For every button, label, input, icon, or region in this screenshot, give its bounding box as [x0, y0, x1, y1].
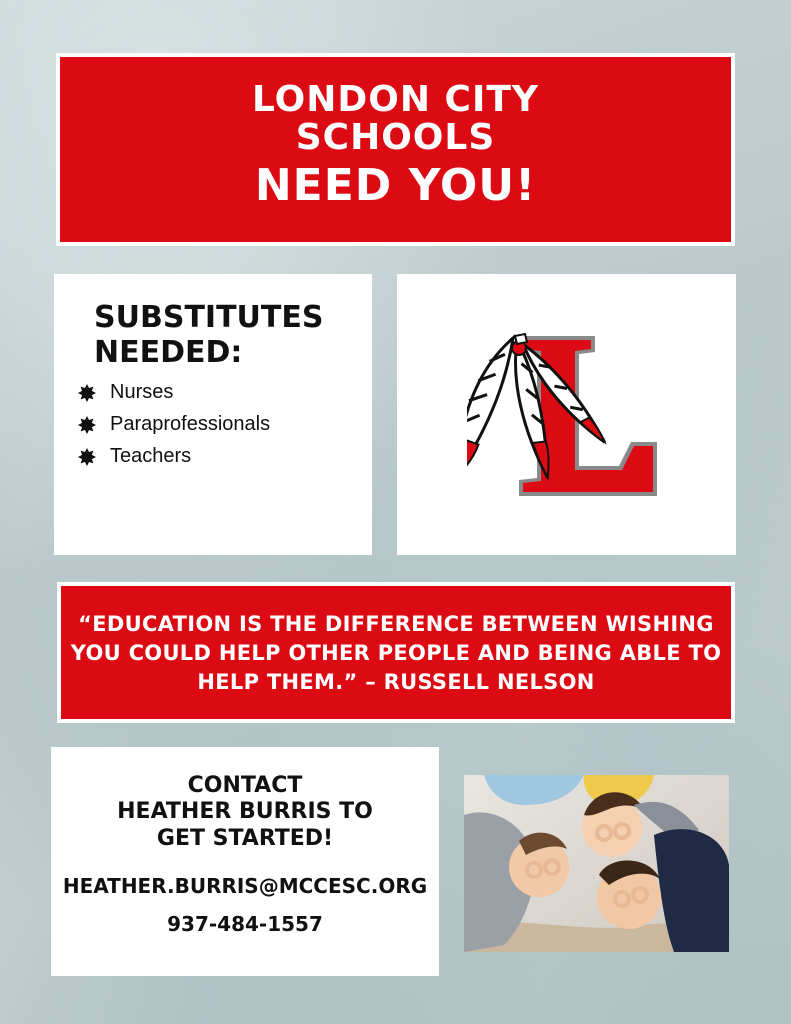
contact-line-1: CONTACT [187, 773, 303, 798]
title-line-3: NEED YOU! [254, 159, 537, 211]
contact-panel [51, 747, 439, 976]
logo-letter [397, 274, 398, 275]
quote-text: “EDUCATION IS THE DIFFERENCE BETWEEN WISHING YOU COULD HELP OTHER PEOPLE AND BEING ABLE TO HELP THEM.” – RUSSELL NELSON [70, 612, 722, 694]
title-line-2: SCHOOLS [295, 116, 496, 158]
contact-phone[interactable]: 937-484-1557 [167, 912, 323, 937]
starburst-bullet-icon [78, 448, 96, 466]
substitutes-list [78, 377, 372, 473]
starburst-bullet-icon [78, 416, 96, 434]
title-banner [56, 53, 735, 246]
starburst-bullet-icon [78, 384, 96, 402]
contact-line-3: GET STARTED! [156, 825, 334, 851]
list-item-label: Nurses [110, 381, 174, 404]
list-item [78, 377, 372, 409]
quote-banner [57, 582, 735, 723]
contact-line-2: HEATHER BURRIS TO [117, 799, 373, 825]
list-item [78, 409, 372, 441]
children-photo-image [464, 775, 729, 952]
substitutes-heading [94, 300, 372, 371]
substitutes-heading-line-1: SUBSTITUTES [94, 300, 324, 335]
feather-logo-icon [467, 330, 667, 515]
list-item-label: Paraprofessionals [110, 413, 271, 436]
list-item-label: Teachers [110, 445, 192, 468]
logo-panel [397, 274, 736, 555]
substitutes-heading-line-2: NEEDED: [94, 335, 243, 371]
title-line-1: LONDON CITY [252, 79, 539, 120]
list-item [78, 441, 372, 473]
substitutes-panel [54, 274, 372, 555]
contact-email[interactable]: HEATHER.BURRIS@MCCESC.ORG [62, 874, 428, 899]
